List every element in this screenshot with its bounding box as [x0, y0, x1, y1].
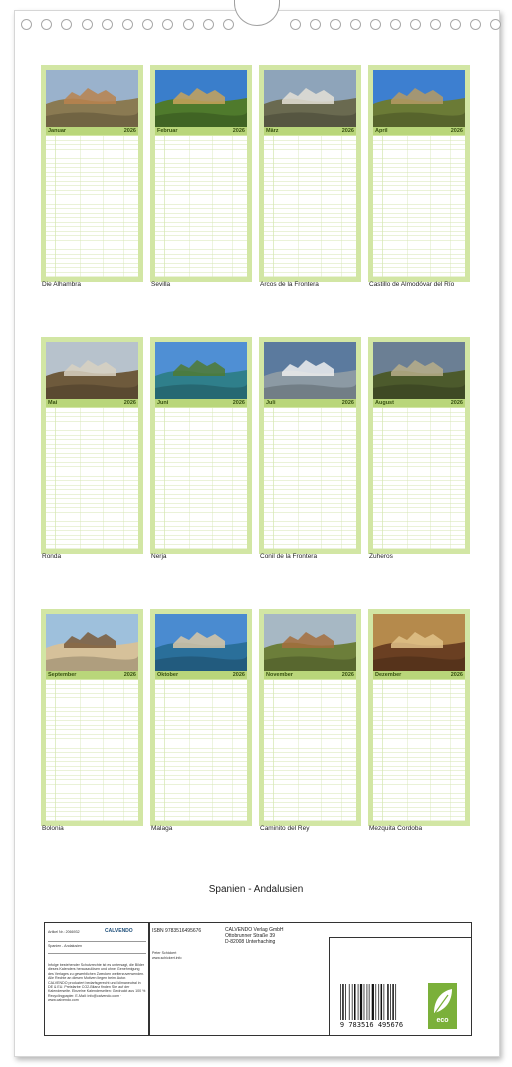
binding-ring	[82, 19, 93, 30]
month-header	[155, 399, 247, 407]
binding-ring	[122, 19, 133, 30]
barcode-bar	[354, 984, 356, 1020]
binding-ring	[21, 19, 32, 30]
month-card	[368, 609, 470, 826]
photo-caption: Sevilla	[151, 281, 171, 288]
photo-caption: Malaga	[151, 825, 173, 832]
month-photo	[373, 614, 465, 671]
photo-caption: Mezquita Cordoba	[369, 825, 423, 832]
month-photo	[264, 614, 356, 671]
month-year: 2026	[341, 672, 354, 678]
month-name: September	[48, 672, 77, 678]
month-year: 2026	[123, 672, 136, 678]
binding-ring	[162, 19, 173, 30]
month-card	[259, 337, 361, 554]
barcode-bar	[384, 984, 385, 1020]
barcode-bar	[372, 984, 374, 1020]
month-card	[368, 65, 470, 282]
month-day-grid	[46, 680, 138, 821]
month-header	[264, 671, 356, 679]
binding-ring	[203, 19, 214, 30]
photo-caption: Castillo de Almodóvar del Río	[369, 281, 455, 288]
month-day-grid	[264, 408, 356, 549]
month-photo	[46, 70, 138, 127]
month-year: 2026	[232, 672, 245, 678]
barcode-bar	[340, 984, 341, 1020]
barcode-digits: 9 783516 495676	[339, 1021, 404, 1029]
month-year: 2026	[450, 128, 463, 134]
binding-ring	[370, 19, 381, 30]
binding-ring	[410, 19, 421, 30]
binding-ring	[350, 19, 361, 30]
month-name: März	[266, 128, 279, 134]
month-card	[41, 65, 143, 282]
binding-ring	[470, 19, 481, 30]
barcode-bar	[375, 984, 376, 1020]
barcode-bar	[342, 984, 344, 1020]
article-number: Artikel Nr.: 2066932	[48, 930, 80, 934]
barcode-bar	[395, 984, 396, 1020]
month-photo	[155, 342, 247, 399]
binding-ring	[310, 19, 321, 30]
imprint-right-divider	[329, 937, 330, 1036]
month-photo	[373, 342, 465, 399]
month-photo	[46, 342, 138, 399]
month-photo	[155, 70, 247, 127]
month-day-grid	[264, 680, 356, 821]
month-card	[368, 337, 470, 554]
month-card	[150, 337, 252, 554]
month-day-grid	[264, 136, 356, 277]
month-name: Mai	[48, 400, 58, 406]
month-name: August	[375, 400, 394, 406]
barcode-bar	[367, 984, 368, 1020]
month-day-grid	[155, 680, 247, 821]
binding-ring	[290, 19, 301, 30]
month-day-grid	[373, 408, 465, 549]
month-card	[41, 609, 143, 826]
photo-caption: Die Alhambra	[42, 281, 82, 288]
barcode-bar	[345, 984, 346, 1020]
barcode-bar	[369, 984, 370, 1020]
publisher-street: Ottobrunner Straße 39	[225, 933, 276, 939]
product-line: Spanien - Andalusien	[48, 944, 82, 948]
month-year: 2026	[341, 400, 354, 406]
month-card	[150, 609, 252, 826]
photo-caption: Conil de la Frontera	[260, 553, 318, 560]
month-header	[264, 127, 356, 135]
month-year: 2026	[450, 400, 463, 406]
month-header	[155, 127, 247, 135]
barcode-bar	[349, 984, 350, 1020]
month-day-grid	[46, 408, 138, 549]
imprint-right-top	[329, 937, 472, 938]
month-day-grid	[155, 136, 247, 277]
binding-ring	[61, 19, 72, 30]
month-header	[373, 127, 465, 135]
month-photo	[46, 614, 138, 671]
photo-caption: Bolonia	[42, 825, 64, 832]
month-name: Oktober	[157, 672, 179, 678]
month-photo	[373, 70, 465, 127]
photo-caption: Zuheros	[369, 553, 393, 560]
binding-ring	[41, 19, 52, 30]
isbn-text: ISBN 9783516495676	[152, 928, 202, 934]
month-year: 2026	[123, 400, 136, 406]
month-photo	[264, 70, 356, 127]
month-name: Juli	[266, 400, 276, 406]
imprint-box	[44, 922, 472, 1036]
month-name: April	[375, 128, 388, 134]
binding-ring	[430, 19, 441, 30]
imprint-legal-column	[45, 923, 149, 1035]
barcode-bar	[352, 984, 353, 1020]
imprint-divider	[149, 923, 150, 1035]
publisher-name: CALVENDO Verlag GmbH	[225, 927, 284, 933]
binding-ring	[183, 19, 194, 30]
month-year: 2026	[341, 128, 354, 134]
month-day-grid	[46, 136, 138, 277]
month-photo	[155, 614, 247, 671]
eco-label: eco	[436, 1017, 449, 1024]
month-name: Februar	[157, 128, 178, 134]
eco-badge	[428, 983, 457, 1029]
month-year: 2026	[123, 128, 136, 134]
month-header	[46, 399, 138, 407]
month-name: Januar	[48, 128, 67, 134]
barcode-bar	[378, 984, 379, 1020]
author-name: Peter Schickert	[152, 951, 177, 955]
month-day-grid	[373, 136, 465, 277]
binding-ring	[142, 19, 153, 30]
month-card	[259, 65, 361, 282]
month-header	[373, 671, 465, 679]
publisher-city: D-82008 Unterhaching	[225, 939, 276, 945]
month-day-grid	[155, 408, 247, 549]
calvendo-logo: CALVENDO	[105, 928, 133, 934]
photo-caption: Arcos de la Frontera	[260, 281, 319, 288]
month-name: Juni	[157, 400, 169, 406]
month-card	[41, 337, 143, 554]
month-header	[264, 399, 356, 407]
barcode-bar	[364, 984, 365, 1020]
author-url: www.schickert.info	[152, 956, 182, 960]
calendar-title: Spanien - Andalusien	[208, 884, 304, 895]
month-header	[373, 399, 465, 407]
barcode-bar	[381, 984, 383, 1020]
month-year: 2026	[232, 400, 245, 406]
barcode-bar	[358, 984, 359, 1020]
legal-text: Infolge bestehender Schutzrechte ist es untersagt, die Bilder dieses Kalenders herauszulösen und ohne Genehmigung des Verlages zu gewerblichen Zwecken weiterzuverwenden. Alle Rechte an diesen Motiven liegen beim Autor. CALVENDO produziert bedarfsgerecht und klimaneutral in DE & EU. Preisfarbe CO2-Bilanz finden Sie auf der Kalenderseite. Einzelne Kalenderseiten: Gedruckt aus 100 % Recyclingpapier. E-Mail: info@calvendo.com · www.calvendo.com	[48, 963, 146, 1003]
binding-ring	[223, 19, 234, 30]
month-card	[150, 65, 252, 282]
month-card	[259, 609, 361, 826]
binding-ring	[102, 19, 113, 30]
month-day-grid	[373, 680, 465, 821]
month-year: 2026	[450, 672, 463, 678]
photo-caption: Nerja	[151, 553, 167, 560]
binding-ring	[490, 19, 501, 30]
month-name: Dezember	[375, 672, 402, 678]
photo-caption: Caminito del Rey	[260, 825, 310, 832]
barcode-bar	[390, 984, 391, 1020]
month-name: November	[266, 672, 293, 678]
month-header	[46, 671, 138, 679]
month-year: 2026	[232, 128, 245, 134]
month-header	[46, 127, 138, 135]
month-photo	[264, 342, 356, 399]
binding-ring	[330, 19, 341, 30]
binding-ring	[390, 19, 401, 30]
month-header	[155, 671, 247, 679]
barcode-bar	[387, 984, 389, 1020]
photo-caption: Ronda	[42, 553, 62, 560]
binding-ring	[450, 19, 461, 30]
barcode-bar	[360, 984, 362, 1020]
barcode-bar	[392, 984, 394, 1020]
